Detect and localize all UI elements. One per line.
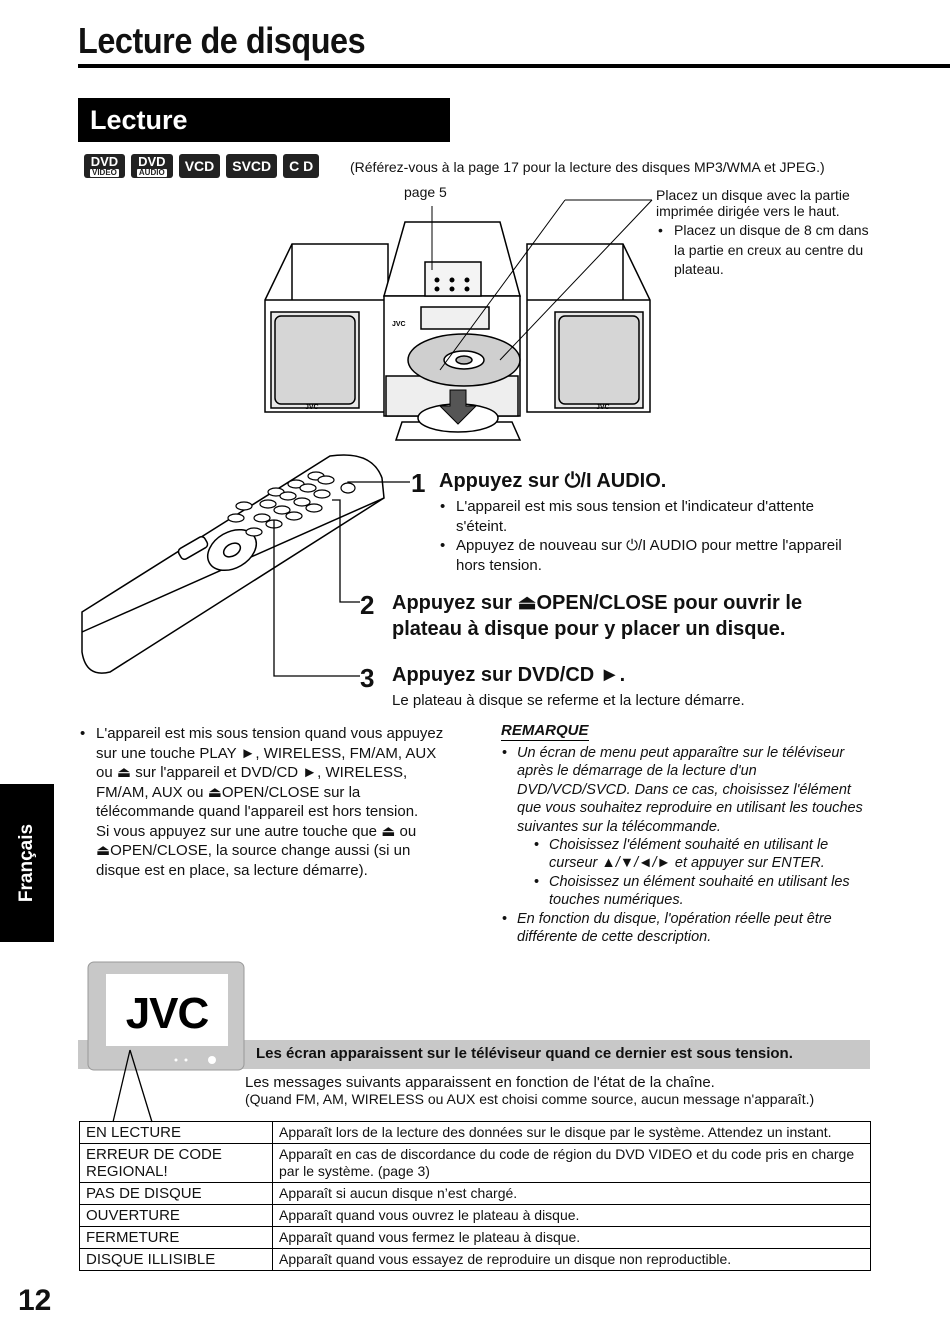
table-row (80, 1249, 871, 1271)
brand-label: JVC (305, 404, 319, 411)
list-item: • En fonction du disque, l'opération réelle peut être différente de cette description. (501, 910, 873, 947)
step-number: 3 (360, 663, 375, 693)
table-row (80, 1205, 871, 1227)
message-key: DISQUE ILLISIBLE (80, 1249, 273, 1271)
message-key: ERREUR DE CODE REGIONAL! (80, 1144, 273, 1183)
table-row (80, 1144, 871, 1183)
badge-vcd: VCD (179, 154, 221, 178)
badge-sublabel: AUDIO (138, 168, 165, 177)
list-item: • Choisissez l'élément souhaité en utilisant le curseur ▲/▼/◄/► et appuyer sur ENTER. (533, 836, 873, 873)
remark-title: REMARQUE (501, 722, 589, 739)
message-key: EN LECTURE (80, 1122, 273, 1144)
tv-bar-text: Les écran apparaissent sur le téléviseur quand ce dernier est sous tension. (256, 1045, 793, 1062)
list-item: • Choisissez un élément souhaité en utilisant les touches numériques. (533, 873, 873, 910)
brand-label: JVC (596, 404, 610, 411)
reference-note: (Référez-vous à la page 17 pour la lecture des disques MP3/WMA et JPEG.) (350, 159, 825, 175)
message-key: OUVERTURE (80, 1205, 273, 1227)
remark-text: Un écran de menu peut apparaître sur le téléviseur après le démarrage de la lecture d'un DVD/VCD/SVCD. Dans ce cas, choisissez l'élément que vous souhaitez reproduire en utilisant les touches suivantes sur la télécommande. (517, 745, 863, 835)
step-heading: Appuyez sur DVD/CD ►. (392, 664, 626, 686)
remark-block (501, 722, 589, 740)
message-description: Apparaît en cas de discordance du code de région du DVD VIDEO et du code pris en charge par le système. (page 3) (273, 1144, 871, 1183)
message-key: FERMETURE (80, 1227, 273, 1249)
power-on-note (78, 724, 448, 880)
intro-line: Les messages suivants apparaissent en fonction de l'état de la chaîne. (245, 1074, 715, 1091)
jvc-logo: JVC (125, 989, 209, 1038)
step-number: 1 (411, 468, 426, 498)
messages-table (79, 1121, 871, 1271)
step-heading: Appuyez sur ⏻/I AUDIO. (439, 470, 667, 492)
page-number: 12 (18, 1284, 52, 1317)
badge-svcd: SVCD (226, 154, 277, 178)
list-item: • L'appareil est mis sous tension et l'indicateur d'attente s'éteint. (438, 497, 868, 536)
step-heading: Appuyez sur ⏏OPEN/CLOSE pour ouvrir le plateau à disque pour y placer un disque. (392, 592, 803, 640)
step-number: 2 (360, 590, 375, 620)
callout-bullet: • Placez un disque de 8 cm dans la partie en creux au centre du plateau. (656, 221, 871, 280)
note-paragraph: Si vous appuyez sur une autre touche que ⏏ ou ⏏OPEN/CLOSE, la source change aussi (si un disque est en place, sa lecture démarre). (96, 822, 417, 879)
brand-label: JVC (392, 321, 406, 328)
badge-sublabel: VIDEO (92, 168, 117, 177)
messages-intro (245, 1074, 814, 1108)
message-description: Apparaît si aucun disque n’est chargé. (273, 1183, 871, 1205)
message-description: Apparaît quand vous ouvrez le plateau à disque. (273, 1205, 871, 1227)
page-reference-label: page 5 (404, 184, 447, 200)
step-1-bullets (438, 497, 868, 575)
language-tab (0, 784, 54, 942)
language-label: Français (16, 823, 37, 903)
message-description: Apparaît quand vous essayez de reproduire un disque non reproductible. (273, 1249, 871, 1271)
disc-placement-callout (656, 187, 871, 280)
table-row (80, 1227, 871, 1249)
page-title: Lecture de disques (78, 20, 366, 61)
list-item: • Appuyez de nouveau sur ⏻/I AUDIO pour mettre l'appareil hors tension. (438, 536, 868, 575)
list-item (501, 744, 873, 910)
badge-label: DVD (138, 154, 166, 169)
table-row (80, 1183, 871, 1205)
intro-line: (Quand FM, AM, WIRELESS ou AUX est choisi comme source, aucun message n'apparaît.) (245, 1091, 815, 1107)
callout-text: Placez un disque avec la partie imprimée dirigée vers le haut. (656, 187, 850, 219)
remote-control-illustration (82, 455, 384, 673)
remark-list (501, 744, 873, 946)
message-description: Apparaît lors de la lecture des données sur le disque par le système. Attendez un instant. (273, 1122, 871, 1144)
step-text: Le plateau à disque se referme et la lecture démarre. (392, 692, 745, 709)
message-key: PAS DE DISQUE (80, 1183, 273, 1205)
badge-cd: C D (283, 154, 319, 178)
badge-label: DVD (90, 154, 119, 169)
note-paragraph: • L'appareil est mis sous tension quand vous appuyez sur une touche PLAY ►, WIRELESS, FM/AM, AUX ou ⏏ sur l'appareil et DVD/CD ►, WIRELESS, FM/AM, AUX ou ⏏OPEN/CLOSE sur la télécommande quand l'appareil est hors tension. (96, 725, 444, 820)
message-description: Apparaît quand vous fermez le plateau à disque. (273, 1227, 871, 1249)
section-title: Lecture (78, 98, 450, 142)
table-row (80, 1122, 871, 1144)
